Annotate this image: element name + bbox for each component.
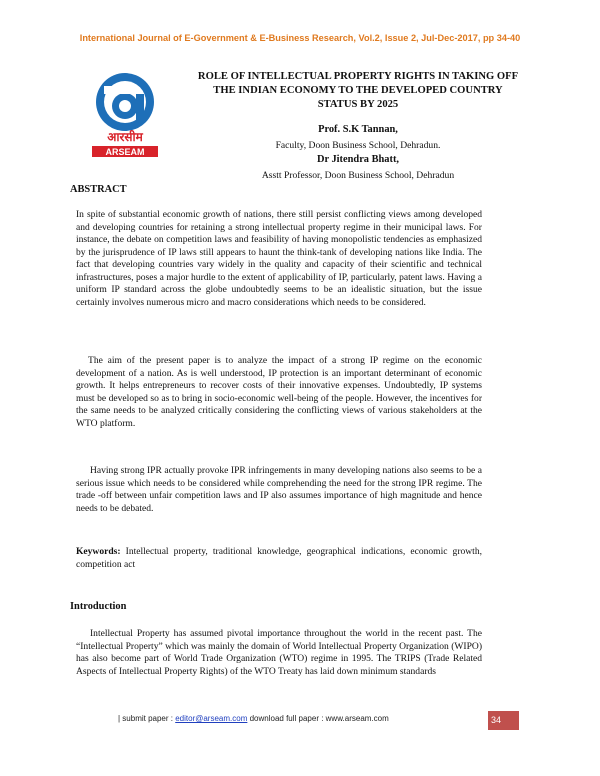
author-name: Dr Jitendra Bhatt, (316, 154, 400, 165)
footer-download-label: download full paper : (247, 714, 326, 723)
introduction-paragraph: Intellectual Property has assumed pivotal importance throughout the world in the recent past. The “Intellectual Property” which was mainly the domain of World Intellectual Property Organization (WIPO) has also become part of World Trade Organization (WTO) regime in 1995. The TRIPS (Trade Related Aspects of Intellectual Property Rights) of the WTO Treaty has laid down minimum standards (76, 628, 482, 677)
footer-submit-label: submit paper : (120, 714, 176, 723)
logo-hindi-text: आरसीम (107, 130, 143, 144)
journal-header: International Journal of E-Government & E-Business Research, Vol.2, Issue 2, Jul-Dec-2017, pp 34-40 (79, 33, 521, 43)
paper-title (170, 70, 546, 112)
author-name: Prof. S.K Tannan, (318, 124, 398, 135)
abstract-paragraph: In spite of substantial economic growth of nations, there still persist conflicting views among developed and developing countries for retaining a strong intellectual property regime in their municipal laws. For instance, the debate on competition laws and feasibility of having monopolistic tendencies as emphasized by the jurisprudence of IP laws still appears to haunt the think-tank of developing nations like India. The fact that developing countries vary widely in the quality and capacity of their scientific and technical infrastructures, poses a major hurdle to the extent of applicability of IP, particularly, patent laws. Having a uniform IP standard across the globe undoubtedly seems to be an idealistic situation, but the issue certainly involves numerous micro and macro considerations which needs to be considered. (76, 209, 482, 308)
title-line: ROLE OF INTELLECTUAL PROPERTY RIGHTS IN TAKING OFF (197, 71, 519, 82)
keywords-text: Intellectual property, traditional knowledge, geographical indications, economic growth, competition act (76, 546, 482, 570)
introduction-heading: Introduction (70, 601, 127, 612)
footer-separator: | (118, 714, 121, 723)
abstract-paragraph: Having strong IPR actually provoke IPR infringements in many developing nations also seems to be a serious issue which needs to be considered while comprehending the need for the strong IPR regime. The trade -off between unfair competition laws and IP also assumes importance of high magnitude and hence needs to be debated. (76, 465, 482, 514)
keywords-label: Keywords: (76, 546, 121, 557)
page-number: 34 (488, 711, 519, 730)
arseam-logo (88, 72, 162, 158)
author-affiliation: Asstt Professor, Doon Business School, Dehradun (261, 170, 455, 181)
title-line: STATUS BY 2025 (317, 99, 399, 110)
footer-email-link[interactable]: editor@arseam.com (175, 714, 248, 723)
title-line: THE INDIAN ECONOMY TO THE DEVELOPED COUNTRY (213, 85, 503, 96)
keywords (76, 546, 482, 571)
abstract-paragraph: The aim of the present paper is to analyze the impact of a strong IP regime on the economic development of a nation. As is well understood, IP protection is an important determinant of economic growth. It helps entrepreneurs to recover costs of their innovative expenses. Undoubtedly, IP systems must be developed so as to bring in socio-economic well-being of the people. However, the incentives for the same needs to be analyzed critically considering the conflicting views of various stakeholders at the WTO platform. (76, 355, 482, 429)
author-affiliation: Faculty, Doon Business School, Dehradun. (275, 140, 441, 151)
abstract-heading: ABSTRACT (70, 184, 127, 195)
footer-website-link[interactable]: www.arseam.com (325, 714, 389, 723)
footer-text (118, 714, 389, 723)
logo-banner-text: ARSEAM (105, 147, 145, 157)
page-footer (0, 711, 600, 731)
